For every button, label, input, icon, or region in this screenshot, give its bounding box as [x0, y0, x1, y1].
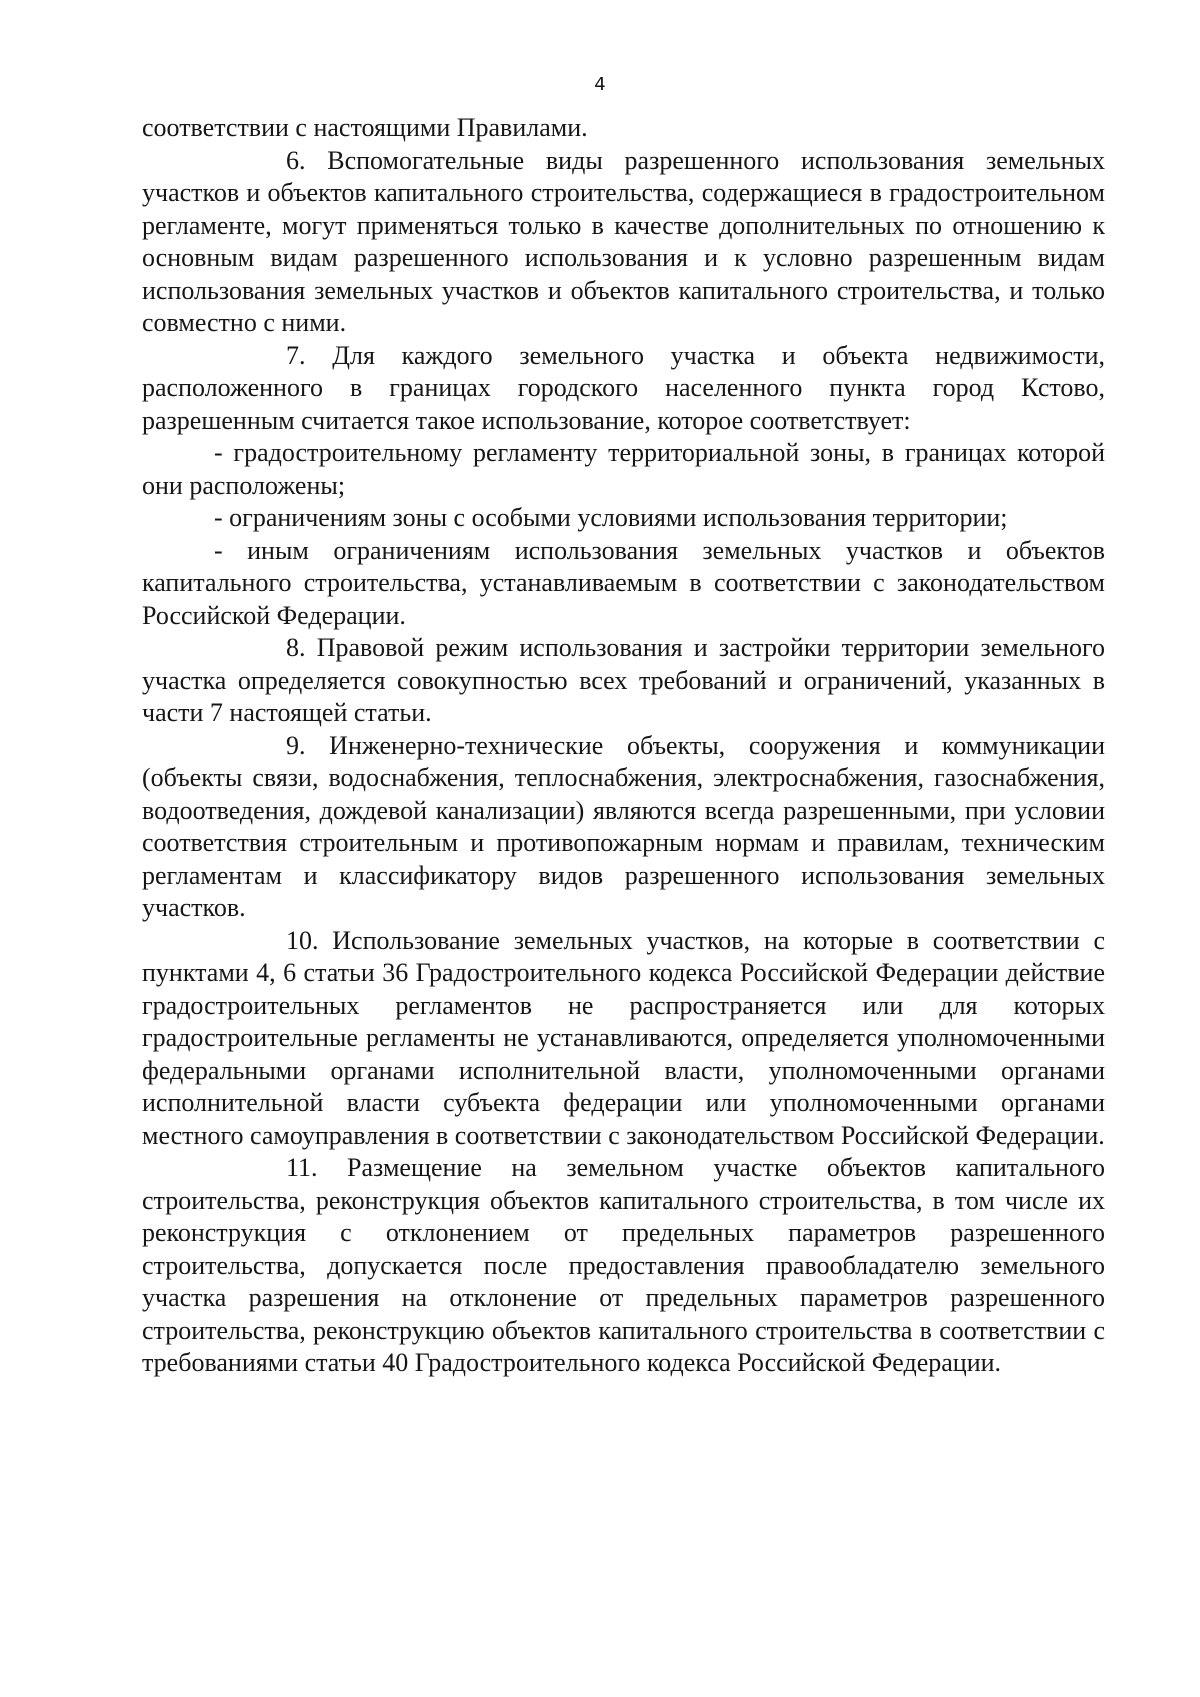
paragraph-item-11 [142, 1152, 1105, 1380]
list-item-zone-restrictions [142, 502, 1105, 535]
paragraph-number: 11. [286, 1153, 318, 1182]
list-item-other-restrictions [142, 535, 1105, 633]
paragraph-text: Использование земельных участков, на которые в соответствии с пунктами 4, 6 статьи 36 Градостроительного кодекса Российской Федерации действие градостроительных регламентов не распространяется или для которых градостроительные регламенты не устанавливаются, определяется уполномоченными федеральными органами исполнительной власти, уполномоченными органами исполнительной власти субъекта федерации или уполномоченными органами местного самоуправления в соответствии с законодательством Российской Федерации. [142, 925, 1106, 1150]
paragraph-text: соответствии с настоящими Правилами. [142, 113, 588, 142]
document-body [142, 112, 1105, 1380]
paragraph-text: Инженерно-технические объекты, сооружения и коммуникации (объекты связи, водоснабжения, теплоснабжения, электроснабжения, газоснабжения, водоотведения, дождевой канализации) являются всегда разрешенными, при условии соответствия строительным и противопожарным нормам и правилам, техническим регламентам и классификатору видов разрешенного использования земельных участков. [142, 730, 1105, 922]
list-item-text: - иным ограничениям использования земельных участков и объектов капитального строительства, устанавливаемым в соответствии с законодательством Российской Федерации. [142, 535, 1105, 630]
paragraph-item-7 [142, 340, 1105, 438]
paragraph-item-6 [142, 145, 1105, 340]
paragraph-number: 8. [286, 633, 306, 662]
paragraph-number: 10. [286, 925, 319, 955]
paragraph-text: Для каждого земельного участка и объекта недвижимости, расположенного в границах городского населенного пункта город Кстово, разрешенным считается такое использование, которое соответствует: [142, 340, 1106, 435]
list-item-text: - ограничениям зоны с особыми условиями использования территории; [214, 503, 1008, 532]
paragraph-item-10 [142, 925, 1105, 1153]
paragraph-continuation [142, 112, 1105, 145]
paragraph-item-9 [142, 730, 1105, 925]
page-number: 4 [594, 74, 606, 95]
paragraph-number: 6. [286, 145, 306, 175]
paragraph-text: Вспомогательные виды разрешенного использования земельных участков и объектов капитального строительства, содержащиеся в градостроительном регламенте, могут применяться только в качестве дополнительных по отношению к основным видам разрешенного использования и к условно разрешенным видам использования земельных участков и объектов капитального строительства, и только совместно с ними. [142, 145, 1106, 337]
paragraph-text: Правовой режим использования и застройки территории земельного участка определяется совокупностью всех требований и ограничений, указанных в части 7 настоящей статьи. [142, 633, 1106, 727]
list-item-regulation [142, 437, 1105, 502]
paragraph-item-8 [142, 632, 1105, 730]
paragraph-text: Размещение на земельном участке объектов капитального строительства, реконструкция объектов капитального строительства, в том числе их реконструкция с отклонением от предельных параметров разрешенного строительства, допускается после предоставления правообладателю земельного участка разрешения на отклонение от предельных параметров разрешенного строительства, реконструкцию объектов капитального строительства в соответствии с требованиями статьи 40 Градостроительного кодекса Российской Федерации. [142, 1153, 1105, 1377]
list-item-text: - градостроительному регламенту территориальной зоны, в границах которой они расположены; [142, 438, 1105, 500]
paragraph-number: 9. [286, 730, 306, 760]
paragraph-number: 7. [286, 340, 306, 370]
